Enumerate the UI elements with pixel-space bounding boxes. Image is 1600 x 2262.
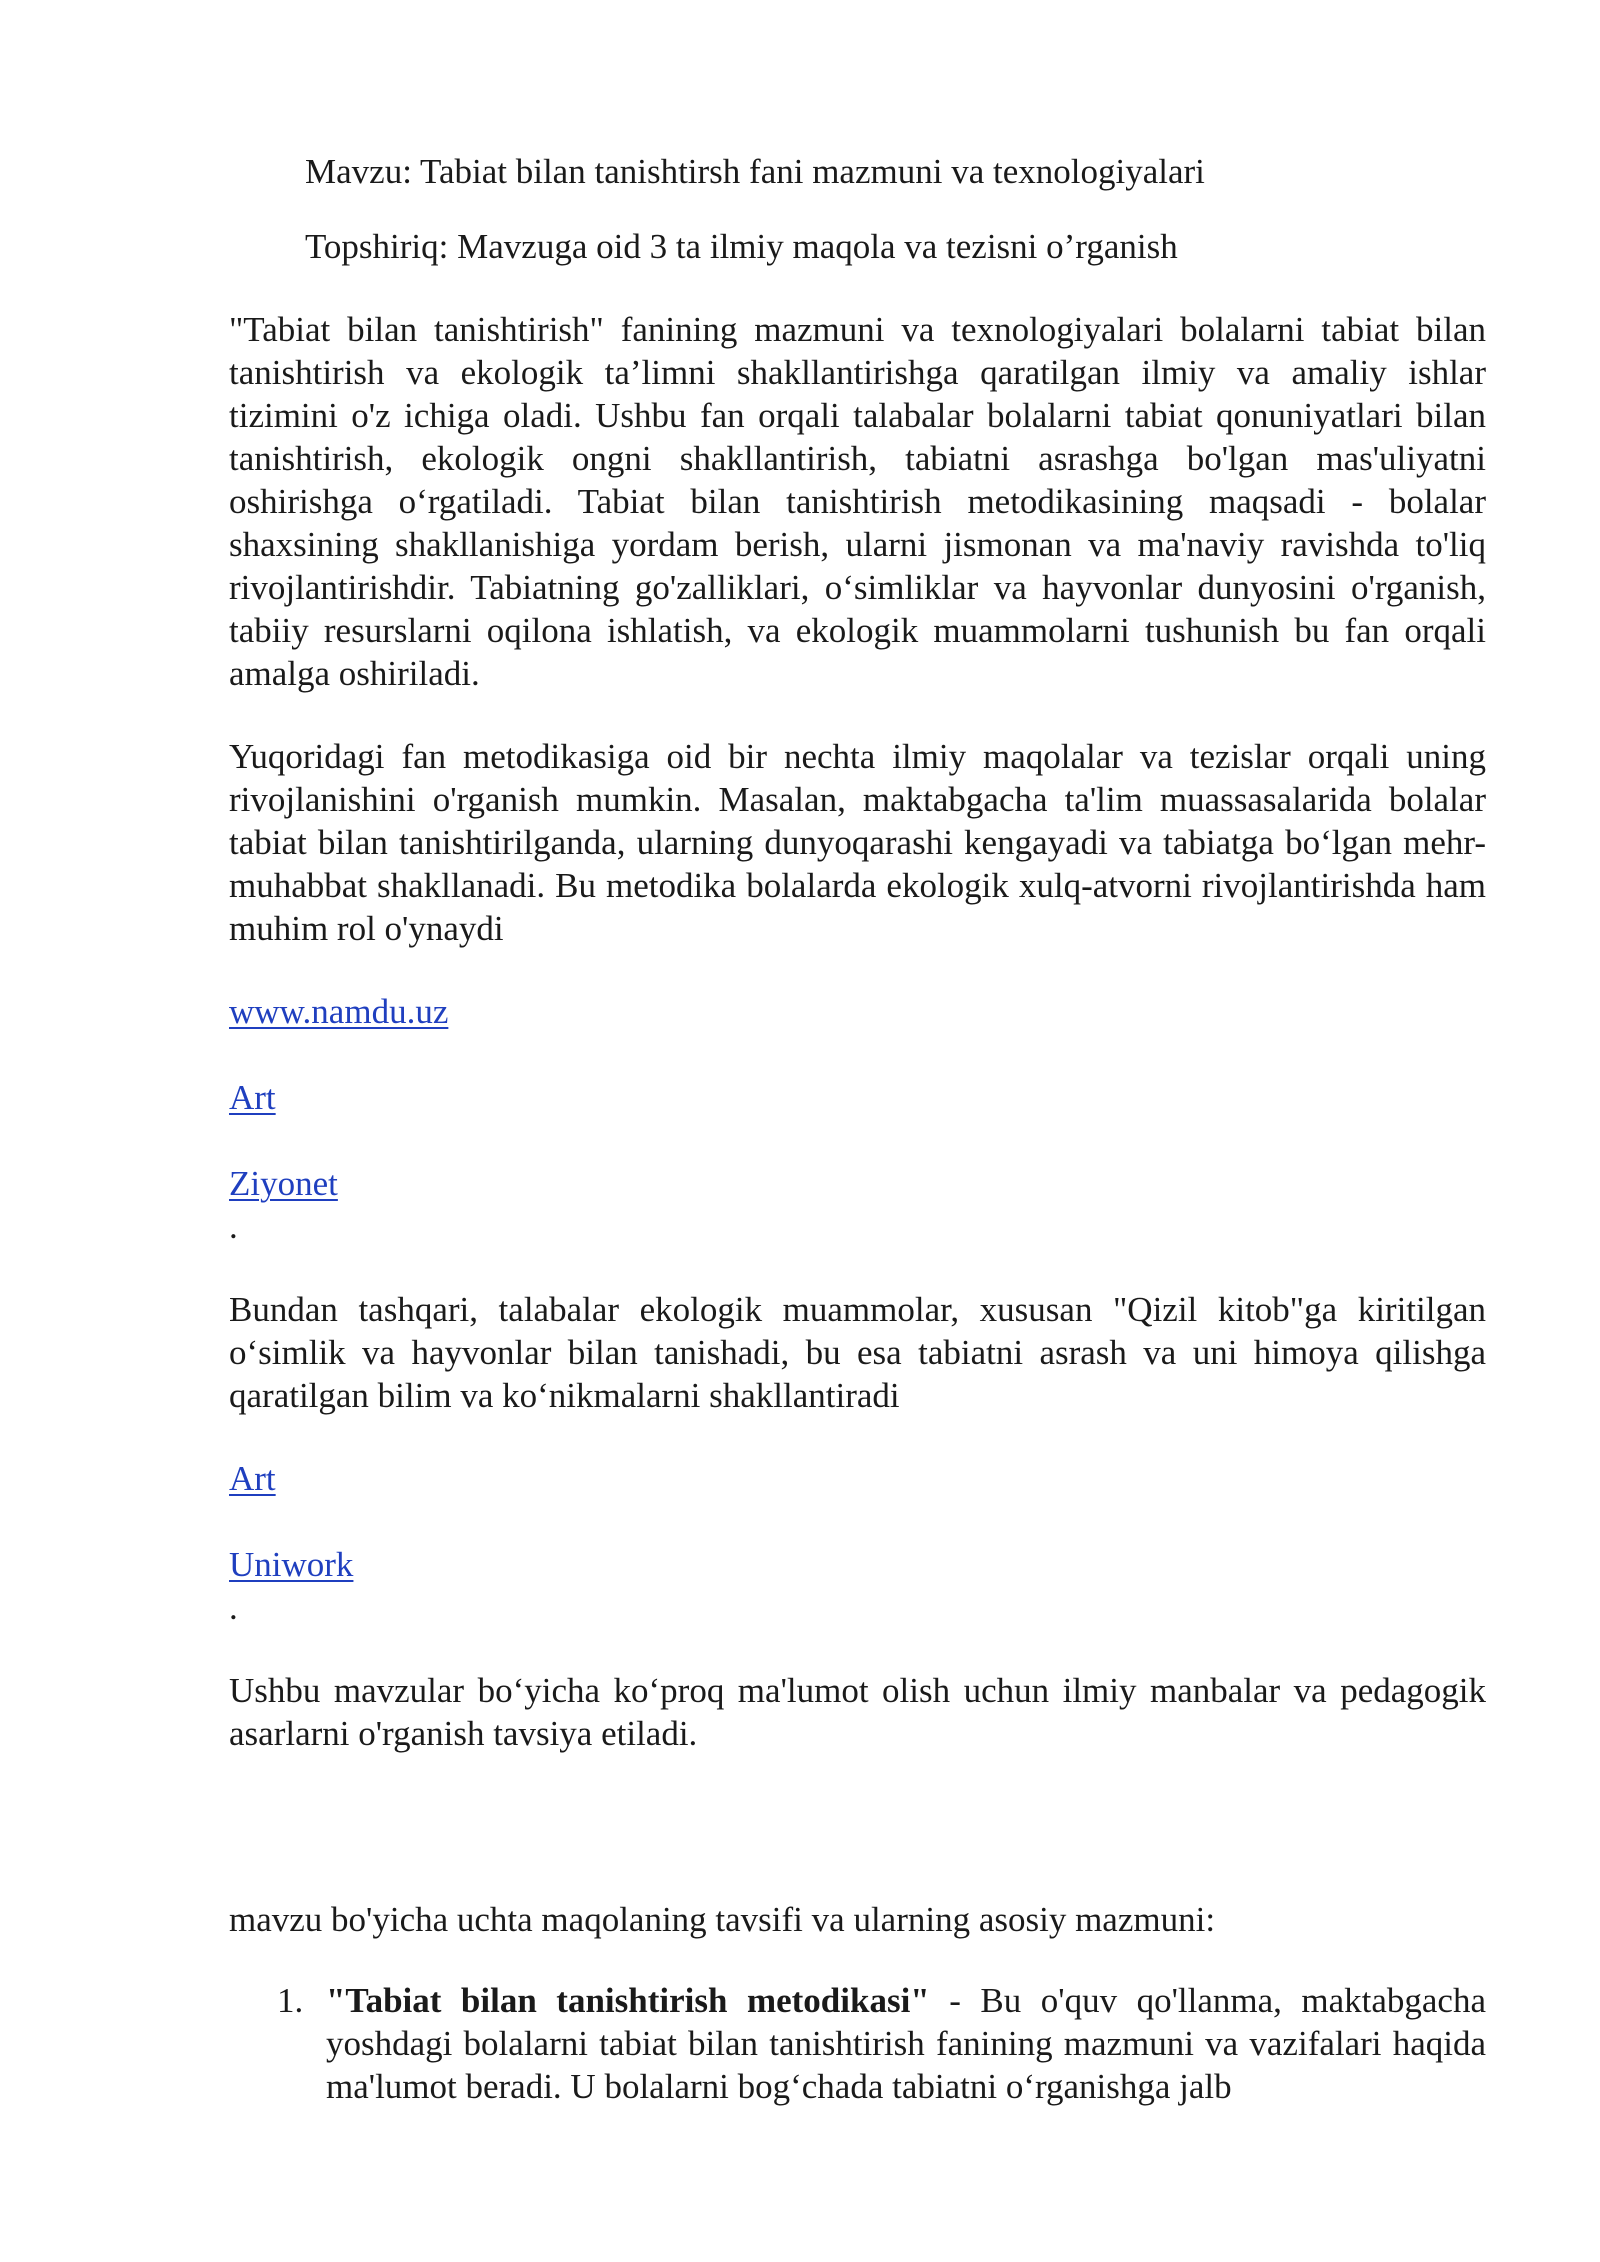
separator-dot: . (229, 1588, 238, 1627)
link-item[interactable] (229, 1457, 1486, 1500)
link-art-2[interactable]: Art (229, 1459, 276, 1498)
blank-space (229, 1795, 1486, 1898)
paragraph-methodology: Yuqoridagi fan metodikasiga oid bir nechta ilmiy maqolalar va tezislar orqali uning rivojlanishini o'rganish mumkin. Masalan, maktabgacha ta'lim muassasalarida bolalar tabiat bilan tanishtirilganda, ularning dunyoqarashi kengayadi va tabiatga bo‘lgan mehr-muhabbat shakllanadi. Bu metodika bolalarda ekologik xulq-atvorni rivojlantirishda ham muhim rol o'ynaydi (229, 737, 1486, 948)
link-item[interactable] (229, 990, 1486, 1033)
separator-dot: . (229, 1207, 238, 1246)
document-body (229, 150, 1486, 2108)
paragraph-recommendation: Ushbu mavzular bo‘yicha ko‘proq ma'lumot olish uchun ilmiy manbalar va pedagogik asarlarni o'rganish tavsiya etiladi. (229, 1671, 1486, 1753)
list-item (229, 1979, 1486, 2108)
articles-list (229, 1979, 1486, 2108)
articles-intro: mavzu bo'yicha uchta maqolaning tavsifi va ularning asosiy mazmuni: (229, 1900, 1216, 1939)
link-uniwork[interactable]: Uniwork (229, 1545, 354, 1584)
paragraph-intro: "Tabiat bilan tanishtirish" fanining mazmuni va texnologiyalari bolalarni tabiat bilan tanishtirish va ekologik ta’limni shakllantirishga qaratilgan ilmiy va amaliy ishlar tizimini o'z ichiga oladi. Ushbu fan orqali talabalar bolalarni tabiat qonuniyatlari bilan tanishtirish, ekologik ongni shakllantirish, tabiatni asrashga bo'lgan mas'uliyatni oshirishga o‘rgatiladi. Tabiat bilan tanishtirish metodikasining maqsadi - bolalar shaxsining shakllanishiga yordam berish, ularni jismonan va ma'naviy ravishda to'liq rivojlantirishdir. Tabiatning go'zalliklari, o‘simliklar va hayvonlar dunyosini o'rganish, tabiiy resurslarni oqilona ishlatish, va ekologik muammolarni tushunish bu fan orqali amalga oshiriladi. (229, 310, 1486, 693)
link-ziyonet[interactable]: Ziyonet (229, 1164, 338, 1203)
article-description: - Bu o'quv qo'llanma, maktabgacha yoshdagi bolalarni tabiat bilan tanishtirish fanining mazmuni va vazifalari haqida ma'lumot beradi. U bolalarni bog‘chada tabiatni o‘rganishga jalb (326, 1981, 1487, 2106)
assignment-heading: Topshiriq: Mavzuga oid 3 ta ilmiy maqola va tezisni o’rganish (305, 227, 1178, 266)
link-item[interactable] (229, 1162, 1486, 1205)
list-number: 1. (277, 1981, 304, 2020)
link-item[interactable] (229, 1543, 1486, 1586)
paragraph-red-book: Bundan tashqari, talabalar ekologik muammolar, xususan "Qizil kitob"ga kiritilgan o‘simlik va hayvonlar bilan tanishadi, bu esa tabiatni asrash va uni himoya qilishga qaratilgan bilim va ko‘nikmalarni shakllantiradi (229, 1290, 1486, 1415)
link-art[interactable]: Art (229, 1078, 276, 1117)
topic-heading: Mavzu: Tabiat bilan tanishtirsh fani mazmuni va texnologiyalari (305, 152, 1205, 191)
link-namdu[interactable]: www.namdu.uz (229, 992, 449, 1031)
article-title: "Tabiat bilan tanishtirish metodikasi" (326, 1981, 930, 2020)
link-item[interactable] (229, 1076, 1486, 1119)
